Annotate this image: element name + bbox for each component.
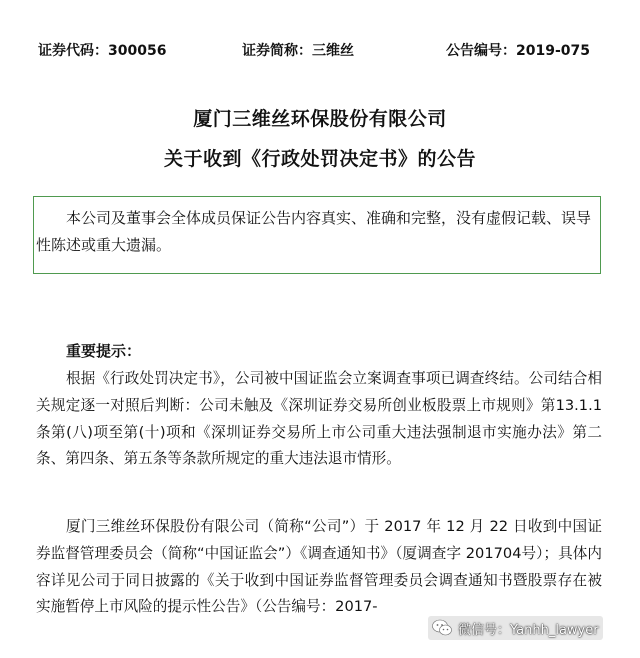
announcement-title: 关于收到《行政处罚决定书》的公告 — [163, 148, 476, 170]
stock-short-name: 证券简称：三维丝 — [242, 43, 354, 59]
board-statement-text: 本公司及董事会全体成员保证公告内容真实、准确和完整，没有虚假记载、误导性陈述或重大遗漏。 — [36, 209, 592, 254]
watermark-text: 微信号：Yanhh_lawyer — [458, 622, 599, 638]
important-paragraph: 根据《行政处罚决定书》，公司被中国证监会立案调查事项已调查终结。公司结合相关规定逐一对照后判断：公司未触及《深圳证券交易所创业板股票上市规则》第13.1.1条第(八)项至第(十)项和《深圳证券交易所上市公司重大违法强制退市实施办法》第二条、第四条、第五条等条款所规定的重大违法退市情形。 — [36, 370, 602, 468]
wechat-watermark — [428, 616, 603, 640]
body-paragraph: 厦门三维丝环保股份有限公司（简称“公司”）于 2017 年 12 月 22 日收到中国证券监督管理委员会（简称“中国证监会”）《调查通知书》（厦调查字 201704号）；具体内容详见公司于同日披露的《关于收到中国证券监督管理委员会调查通知书暨股票存在被实施暂停上市风险的提示性公告》（公告编号：2017- — [36, 518, 602, 616]
company-title: 厦门三维丝环保股份有限公司 — [193, 108, 447, 130]
announcement-number: 公告编号：2019-075 — [446, 43, 590, 59]
stock-code: 证券代码：300056 — [38, 43, 167, 59]
announcement-header — [0, 40, 640, 64]
wechat-icon — [432, 619, 452, 637]
important-heading: 重要提示： — [66, 342, 142, 360]
